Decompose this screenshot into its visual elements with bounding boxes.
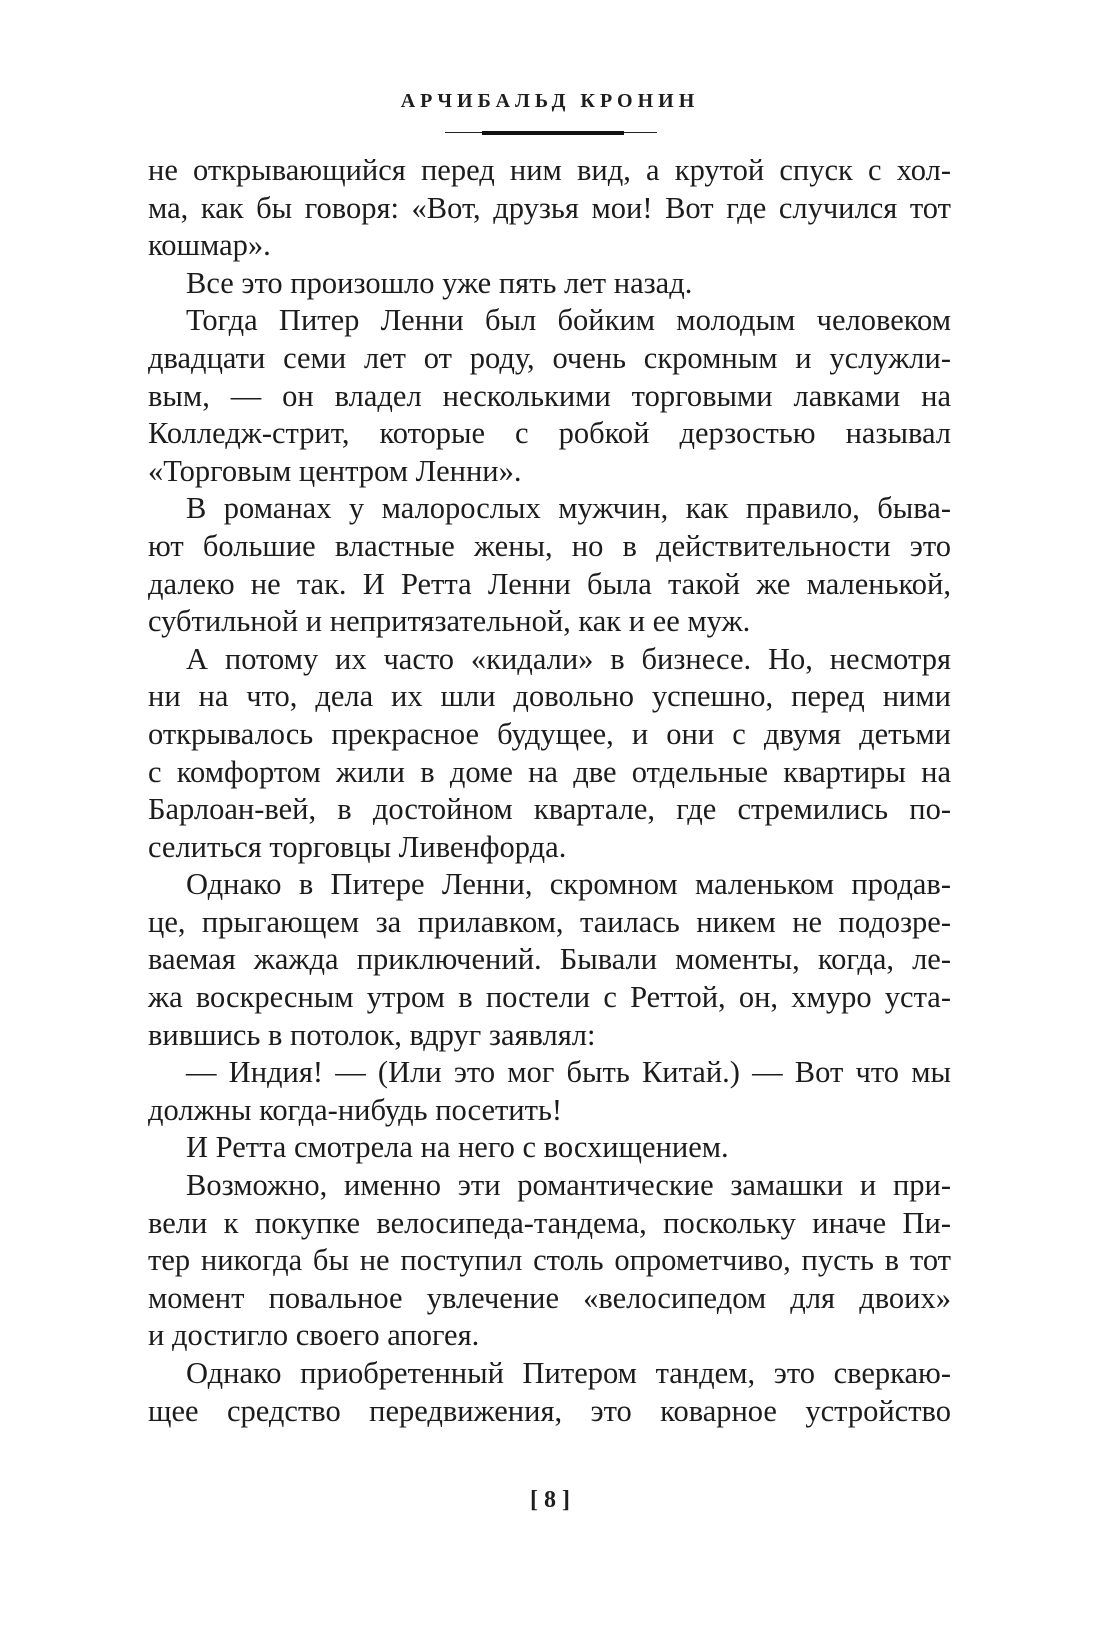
text-line: ваемая жажда приключений. Бывали моменты, когда, ле- <box>148 942 951 977</box>
text-line: двадцати семи лет от роду, очень скромным и услужли- <box>148 340 951 375</box>
text-line: В романах у малорослых мужчин, как правило, быва- <box>186 491 951 526</box>
text-line: ют большие властные жены, но в действительности это <box>148 528 951 563</box>
text-line: Однако в Питере Ленни, скромном маленьком продав- <box>186 867 951 902</box>
text-line: «Торговым центром Ленни». <box>148 453 522 488</box>
text-line: кошмар». <box>148 228 271 263</box>
text-line: Тогда Питер Ленни был бойким молодым человеком <box>186 303 951 338</box>
text-line: Колледж-стрит, которые с робкой дерзостью называл <box>148 416 951 451</box>
page-number: [ 8 ] <box>530 1487 570 1513</box>
text-line: ни на что, дела их шли довольно успешно, перед ними <box>148 679 951 714</box>
text-line: не открывающийся перед ним вид, а крутой спуск с хол- <box>148 153 951 187</box>
text-line: И Ретта смотрела на него с восхищением. <box>186 1130 729 1165</box>
text-line: далеко не так. И Ретта Ленни была такой же маленькой, <box>148 566 951 601</box>
text-line: Однако приобретенный Питером тандем, это сверкаю- <box>186 1356 951 1390</box>
text-line: жа воскресным утром в постели с Реттой, он, хмуро уста- <box>148 980 951 1015</box>
text-line: должны когда-нибудь посетить! <box>148 1092 563 1127</box>
text-line: вым, — он владел несколькими торговыми лавками на <box>148 378 951 413</box>
body-text <box>148 152 951 1430</box>
text-line: и достигло своего апогея. <box>148 1318 480 1353</box>
text-line: Барлоан-вей, в достойном квартале, где стремились по- <box>148 792 951 827</box>
text-line: вившись в потолок, вдруг заявлял: <box>148 1017 596 1052</box>
text-line: с комфортом жили в доме на две отдельные квартиры на <box>148 754 951 789</box>
text-line: ма, как бы говоря: «Вот, друзья мои! Вот где случился тот <box>148 190 951 225</box>
text-line: субтильной и непритязательной, как и ее муж. <box>148 604 751 639</box>
text-line: — Индия! — (Или это мог быть Китай.) — Вот что мы <box>186 1055 951 1090</box>
text-line: Возможно, именно эти романтические замашки и при- <box>186 1168 951 1203</box>
text-line: селиться торговцы Ливенфорда. <box>148 829 567 864</box>
text-line: це, прыгающем за прилавком, таилась никем не подозре- <box>148 904 951 939</box>
header-rule-accent <box>482 131 624 135</box>
text-line: открывалось прекрасное будущее, и они с двумя детьми <box>148 716 951 751</box>
text-line: вели к покупке велосипеда-тандема, поскольку иначе Пи- <box>148 1205 951 1240</box>
text-line: Все это произошло уже пять лет назад. <box>186 265 693 300</box>
running-head-author: АРЧИБАЛЬД КРОНИН <box>400 90 700 112</box>
text-line: щее средство передвижения, это коварное устройство <box>148 1393 951 1428</box>
text-line: тер никогда бы не поступил столь опрометчиво, пусть в тот <box>148 1243 951 1278</box>
text-line: А потому их часто «кидали» в бизнесе. Но, несмотря <box>186 641 951 676</box>
text-line: момент повальное увлечение «велосипедом для двоих» <box>148 1280 951 1315</box>
